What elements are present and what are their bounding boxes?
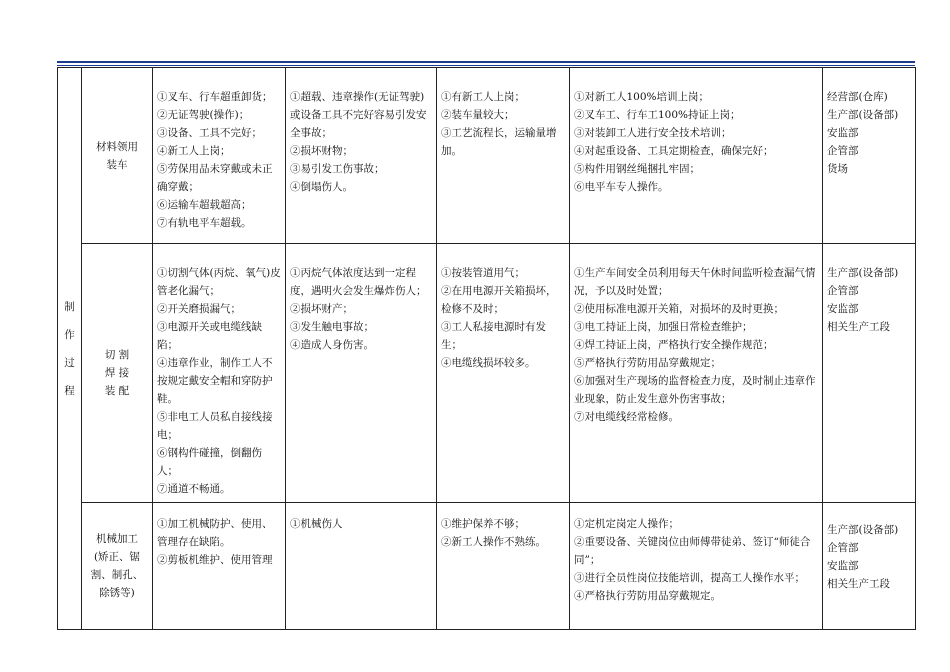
consequence-item: ②损坏财物；: [290, 145, 353, 157]
consequences-cell: [286, 503, 437, 630]
measure-item: ⑥加强对生产现场的监督检查力度，及时制止违章作业现象，防止发生意外伤害事故；: [574, 375, 816, 405]
phase-char: 制: [64, 300, 75, 313]
frequency-cell: [437, 244, 570, 503]
activity-cell: [82, 68, 153, 244]
hazard-item: ①切割气体(丙烷、氧气)皮管老化漏气；: [157, 267, 281, 297]
frequency-item: ②新工人操作不熟练。: [441, 536, 546, 548]
hazards-cell: [153, 68, 286, 244]
hazard-item: ⑤非电工人员私自接线接电；: [157, 411, 273, 441]
measure-item: ③电工持证上岗，加强日常检查维护；: [574, 321, 753, 333]
department-item: 相关生产工段: [827, 578, 890, 590]
table-row: [58, 244, 916, 503]
measure-item: ②叉车工、行车工100%持证上岗；: [574, 109, 741, 121]
hazard-item: ③电源开关或电缆线缺陷；: [157, 321, 262, 351]
activity-line: 装 配: [104, 385, 130, 397]
hazard-item: ①加工机械防护、使用、管理存在缺陷。: [157, 518, 273, 548]
header-rule-thin: [57, 65, 915, 66]
measure-item: ⑤严格执行劳防用品穿戴规定；: [574, 357, 721, 369]
consequence-item: ④造成人身伤害。: [290, 339, 374, 351]
frequency-item: ③工艺流程长，运输量增加。: [441, 127, 557, 157]
table-row: [58, 68, 916, 244]
department-item: 安监部: [827, 303, 859, 315]
activity-line: 焊 接: [104, 367, 130, 379]
departments-cell: [823, 244, 916, 503]
measure-item: ③对装卸工人进行安全技术培训；: [574, 127, 732, 139]
phase-char: 作: [64, 328, 75, 341]
hazard-item: ②剪板机维护、使用管理: [157, 554, 273, 566]
frequency-cell: [437, 68, 570, 244]
departments-cell: [823, 503, 916, 630]
phase-label-cell: [58, 68, 82, 630]
activity-line: 割、制孔、: [90, 569, 144, 581]
frequency-item: ①按装管道用气；: [441, 267, 525, 279]
department-item: 货场: [827, 163, 848, 175]
consequence-item: ①丙烷气体浓度达到一定程度，遇明火会发生爆炸伤人；: [290, 267, 427, 297]
measure-item: ④对起重设备、工具定期检查，确保完好；: [574, 145, 774, 157]
measure-item: ①定机定岗定人操作；: [574, 518, 679, 530]
hazard-item: ⑥钢构件碰撞，倒翻伤人；: [157, 447, 262, 477]
activity-line: 材料领用: [96, 140, 138, 153]
activity-line: 除锈等): [99, 587, 135, 599]
departments-cell: [823, 68, 916, 244]
hazard-item: ⑥运输车超载超高；: [157, 199, 252, 211]
measures-cell: [570, 244, 823, 503]
measure-item: ①对新工人100%培训上岗；: [574, 91, 710, 103]
consequences-cell: [286, 68, 437, 244]
measures-cell: [570, 68, 823, 244]
consequence-item: ④倒塌伤人。: [290, 181, 353, 193]
consequence-item: ①超载、违章操作(无证驾驶)或设备工具不完好容易引发安全事故；: [290, 91, 427, 139]
phase-char: 程: [64, 384, 75, 397]
hazard-item: ①叉车、行车超重卸货；: [157, 91, 273, 103]
hazard-item: ③设备、工具不完好；: [157, 127, 262, 139]
phase-char: 过: [64, 356, 75, 369]
consequence-item: ②损坏财产；: [290, 303, 353, 315]
risk-control-table: [57, 67, 916, 630]
department-item: 生产部(设备部): [827, 524, 899, 536]
department-item: 生产部(设备部): [827, 109, 899, 121]
consequence-item: ①机械伤人: [290, 518, 343, 530]
frequency-item: ①维护保养不够；: [441, 518, 525, 530]
department-item: 经营部(仓库): [827, 91, 888, 103]
department-item: 安监部: [827, 560, 859, 572]
hazard-item: ④新工人上岗；: [157, 145, 231, 157]
measure-item: ③进行全员性岗位技能培训，提高工人操作水平；: [574, 572, 805, 584]
department-item: 生产部(设备部): [827, 267, 899, 279]
hazard-item: ②无证驾驶(操作)；: [157, 109, 250, 121]
measure-item: ②使用标准电源开关箱，对损坏的及时更换；: [574, 303, 784, 315]
hazard-item: ⑦有轨电平车超载。: [157, 217, 252, 229]
department-item: 企管部: [827, 542, 859, 554]
consequences-cell: [286, 244, 437, 503]
department-item: 相关生产工段: [827, 321, 890, 333]
measure-item: ②重要设备、关键岗位由师傅带徒弟、签订“师徒合同”；: [574, 536, 811, 566]
hazard-item: ⑤劳保用品未穿戴或未正确穿戴；: [157, 163, 273, 193]
hazard-item: ②开关磨损漏气；: [157, 303, 241, 315]
department-item: 企管部: [827, 145, 859, 157]
frequency-item: ①有新工人上岗；: [441, 91, 525, 103]
hazards-cell: [153, 244, 286, 503]
measure-item: ⑥电平车专人操作。: [574, 181, 669, 193]
frequency-item: ④电缆线损坏较多。: [441, 357, 536, 369]
frequency-cell: [437, 503, 570, 630]
activity-line: 切 割: [104, 349, 130, 361]
measure-item: ⑦对电缆线经常检修。: [574, 411, 679, 423]
department-item: 企管部: [827, 285, 859, 297]
measures-cell: [570, 503, 823, 630]
hazards-cell: [153, 503, 286, 630]
department-item: 安监部: [827, 127, 859, 139]
frequency-item: ③工人私接电源时有发生；: [441, 321, 546, 351]
header-rule-thick: [57, 61, 915, 63]
frequency-item: ②装车量较大；: [441, 109, 515, 121]
hazard-item: ⑦通道不畅通。: [157, 483, 231, 495]
activity-line: 机械加工: [96, 533, 138, 545]
activity-line: 装车: [106, 158, 128, 171]
activity-cell: [82, 503, 153, 630]
measure-item: ①生产车间安全员利用每天午休时间监听检查漏气情况，予以及时处置；: [574, 267, 816, 297]
frequency-item: ②在用电源开关箱损坏，检修不及时；: [441, 285, 557, 315]
hazard-item: ④违章作业，制作工人不按规定戴安全帽和穿防护鞋。: [157, 357, 273, 405]
consequence-item: ③易引发工伤事故；: [290, 163, 385, 175]
measure-item: ④严格执行劳防用品穿戴规定。: [574, 590, 721, 602]
table-row: [58, 503, 916, 630]
measure-item: ④焊工持证上岗，严格执行安全操作规范；: [574, 339, 774, 351]
activity-cell: [82, 244, 153, 503]
measure-item: ⑤构件用钢丝绳捆扎牢固；: [574, 163, 700, 175]
activity-line: (矫正、锯: [93, 551, 141, 563]
consequence-item: ③发生触电事故；: [290, 321, 374, 333]
